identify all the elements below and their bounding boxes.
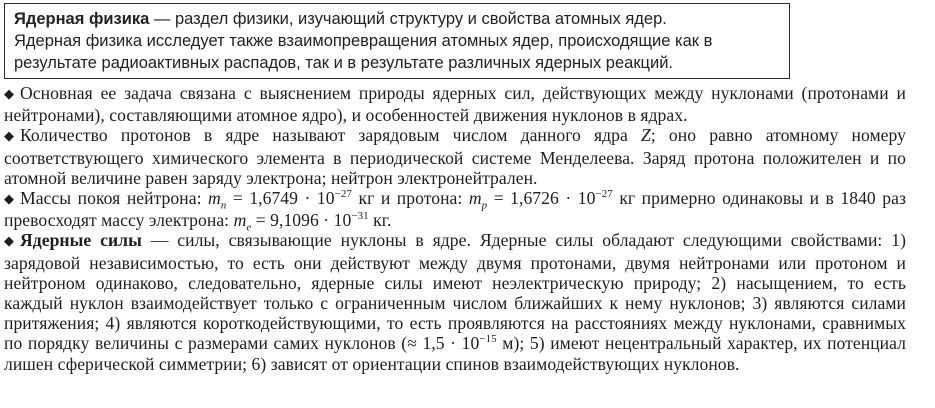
paragraph-nuclear-forces — [4, 230, 906, 373]
diamond-bullet-icon: ◆ — [4, 234, 15, 250]
diamond-bullet-icon: ◆ — [4, 129, 15, 145]
body-text — [4, 83, 906, 374]
paragraph-text: кг. — [368, 210, 392, 231]
paragraph-rest-masses — [4, 188, 906, 234]
neutron-mass-formula: $m_n = 1,6749 \cdot 10^{-27}$ — [208, 188, 352, 212]
paragraph-text: кг примерно одинаковы и в 1840 раз превосходят массу электрона: — [4, 188, 906, 231]
definition-term: Ядерная физика — [14, 10, 150, 28]
diamond-bullet-icon: ◆ — [4, 192, 15, 208]
paragraph-main-task — [4, 83, 906, 125]
paragraph-text: Основная ее задача связана с выяснением природы ядерных сил, действующих между нуклонами (протонами и нейтронами), составляющими атомное ядро), и особенностей движения нуклонов в ядрах. — [4, 83, 906, 126]
paragraph-charge-number — [4, 125, 906, 188]
diamond-bullet-icon: ◆ — [4, 87, 15, 102]
paragraph-text: Количество протонов в ядре называют зарядовым числом данного ядра — [20, 125, 642, 146]
charge-number-symbol: Z — [641, 125, 651, 146]
definition-line-2: Ядерная физика исследует также взаимопревращения атомных ядер, происходящие как в результате радиоактивных распадов, так и в результате различных ядерных реакций. — [14, 32, 713, 72]
definition-text: — раздел физики, изучающий структуру и свойства атомных ядер. — [149, 10, 667, 28]
paragraph-text: Массы покоя нейтрона: — [20, 188, 209, 209]
proton-mass-formula: $m_p = 1,6726 \cdot 10^{-27}$ — [468, 188, 613, 212]
definition-line-1 — [14, 8, 781, 30]
paragraph-text: м); 5) имеют нецентральный характер, их потенциал лишен сферической симметрии; 6) зависят от ориентации спинов взаимодействующих нуклонов. — [4, 333, 906, 374]
electron-mass-formula: $m_e = 9,1096 \cdot 10^{-31}$ — [233, 210, 369, 234]
definition-box — [4, 3, 790, 79]
range-exponent: −15 — [479, 333, 497, 346]
paragraph-text: кг и протона: — [351, 188, 469, 209]
paragraph-text: — силы, связывающие нуклоны в ядре. Ядерные силы обладают следующими свойствами: 1) зарядовой независимостью, то есть они действуют между двумя протонами, двумя нейтронами или протоном и нейтроном одинаково, следовательно, ядерные силы имеют неэлектрическую природу; 2) насыщением, то есть каждый нуклон взаимодействует только с ограниченным числом ближайших к нему нуклонов; 3) являются силами притяжения; 4) являются короткодействующими, то есть проявляются на расстояниях между нуклонами, сравнимых по порядку величины с размерами самих нуклонов (≈ 1,5 · 10 — [4, 230, 906, 354]
paragraph-text: ; оно равно атомному номеру соответствующего химического элемента в периодической системе Менделеева. Заряд протона положителен и по атомной величине равен заряду электрона; нейтрон электронейтрален. — [4, 125, 906, 188]
nuclear-forces-term: Ядерные силы — [20, 230, 142, 251]
